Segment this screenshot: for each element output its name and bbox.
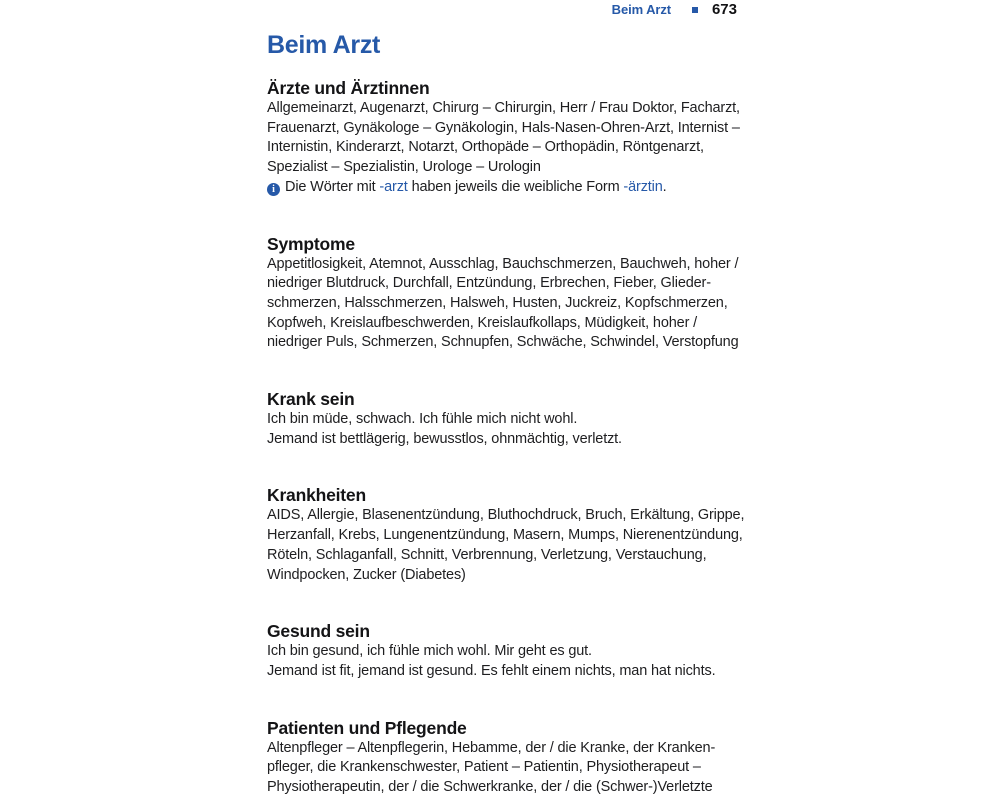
section-krank-sein — [267, 388, 737, 449]
vocab-line: niedriger Blutdruck, Durchfall, Entzündung, Erbrechen, Fieber, Glieder- — [267, 275, 711, 292]
section-heading: Krankheiten — [267, 485, 366, 506]
vocab-line: Appetitlosigkeit, Atemnot, Ausschlag, Bauchschmerzen, Bauchweh, hoher / — [267, 255, 739, 272]
note-text: haben jeweils die weibliche Form — [407, 178, 624, 195]
vocab-line: schmerzen, Halsschmerzen, Halsweh, Husten, Juckreiz, Kopfschmerzen, — [267, 294, 728, 311]
vocab-line: Kopfweh, Kreislaufbeschwerden, Kreislaufkollaps, Müdigkeit, hoher / — [267, 314, 698, 331]
section-aerzte — [267, 77, 740, 198]
vocab-line: Allgemeinarzt, Augenarzt, Chirurg – Chirurgin, Herr / Frau Doktor, Facharzt, — [267, 100, 740, 116]
vocab-line: Ich bin gesund, ich fühle mich wohl. Mir geht es gut. — [267, 643, 592, 660]
section-heading: Symptome — [267, 233, 355, 254]
page-title: Beim Arzt — [267, 31, 381, 59]
vocab-line: AIDS, Allergie, Blasenentzündung, Bluthochdruck, Bruch, Erkältung, Grippe, — [267, 507, 745, 524]
running-title: Beim Arzt — [611, 2, 671, 17]
vocab-line: Internistin, Kinderarzt, Notarzt, Orthopäde – Orthopädin, Röntgenarzt, — [267, 139, 704, 156]
section-gesund-sein — [267, 620, 737, 681]
vocab-line: Frauenarzt, Gynäkologe – Gynäkologin, Hals-Nasen-Ohren-Arzt, Internist – — [267, 119, 740, 136]
usage-note — [267, 178, 737, 198]
vocab-line: Jemand ist fit, jemand ist gesund. Es fehlt einem nichts, man hat nichts. — [267, 662, 716, 679]
section-heading: Patienten und Pflegende — [267, 717, 467, 738]
vocab-line: Windpocken, Zucker (Diabetes) — [267, 566, 466, 583]
section-heading: Gesund sein — [267, 621, 370, 642]
vocab-line: Herzanfall, Krebs, Lungenentzündung, Masern, Mumps, Nierenentzündung, — [267, 527, 743, 544]
note-term-arzt: -arzt — [379, 178, 408, 195]
page-number: 673 — [711, 1, 737, 18]
section-krankheiten — [267, 484, 745, 585]
note-text: Die Wörter mit — [285, 178, 380, 195]
vocab-line: Altenpfleger – Altenpflegerin, Hebamme, der / die Kranke, der Kranken- — [267, 739, 716, 756]
section-patienten — [267, 717, 737, 798]
note-term-aerztin: -ärztin — [623, 178, 663, 195]
vocab-line: Ich bin müde, schwach. Ich fühle mich nicht wohl. — [267, 411, 578, 428]
vocab-line: Röteln, Schlaganfall, Schnitt, Verbrennung, Verletzung, Verstauchung, — [267, 546, 707, 563]
vocab-line: pfleger, die Krankenschwester, Patient – Patientin, Physiotherapeut – — [267, 759, 701, 776]
note-text: . — [662, 178, 667, 195]
vocab-line: Spezialist – Spezialistin, Urologe – Urologin — [267, 159, 541, 176]
section-symptome — [267, 233, 737, 354]
vocab-line: Jemand ist bettlägerig, bewusstlos, ohnmächtig, verletzt. — [267, 430, 622, 447]
section-heading: Krank sein — [267, 389, 355, 410]
section-heading: Ärzte und Ärztinnen — [267, 78, 430, 98]
vocab-line: niedriger Puls, Schmerzen, Schnupfen, Schwäche, Schwindel, Verstopfung — [267, 334, 739, 351]
info-icon: i — [267, 183, 280, 196]
page-content — [267, 0, 745, 798]
vocab-line: Physiotherapeutin, der / die Schwerkranke, der / die (Schwer-)Verletzte — [267, 779, 713, 796]
